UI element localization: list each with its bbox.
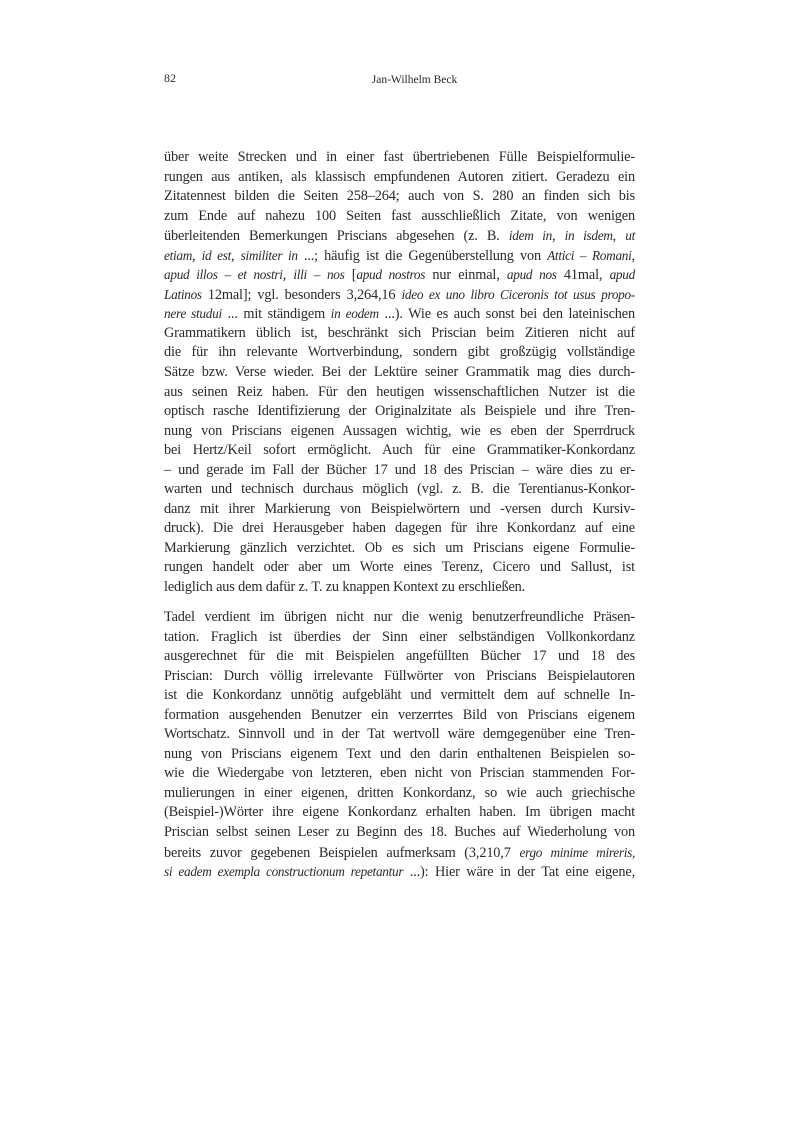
text-run: zum Ende auf nahezu 100 Seiten fast ausschließlich Zitate, von wenigen: [164, 207, 635, 224]
italic-text: apud: [609, 267, 635, 283]
text-run: optisch rasche Identifizierung der Originalzitate als Beispiele und ihre Tren-: [164, 403, 635, 420]
text-run: ...; häufig ist die Gegenüberstellung von: [297, 247, 548, 264]
text-run: Priscian selbst seinen Leser zu Beginn des 18. Buches auf Wiederholung von: [164, 824, 635, 841]
text-line: [164, 168, 635, 188]
text-line: [164, 578, 635, 598]
italic-text: ideo ex uno libro Ciceronis tot usus propo-: [401, 286, 635, 302]
text-line: [164, 608, 635, 628]
text-run: druck). Die drei Herausgeber haben dagegen für ihre Konkordanz auf eine: [164, 520, 635, 537]
paragraph-1: [164, 148, 635, 598]
text-run: Markierung gänzlich verzichtet. Ob es sich um Priscians eigene Formulie-: [164, 539, 635, 556]
italic-text: ergo minime mireris,: [519, 844, 635, 860]
italic-text: etiam: [164, 247, 193, 263]
text-line: [164, 647, 635, 667]
text-run: Zitatennest bilden die Seiten 258–264; auch von S. 280 an finden sich bis: [164, 188, 635, 205]
text-line: [164, 706, 635, 726]
text-line: [164, 187, 635, 207]
text-run: ...): Hier wäre in der Tat eine eigene,: [403, 864, 635, 881]
page-number: 82: [164, 71, 176, 85]
text-line: [164, 285, 635, 305]
text-line: [164, 226, 635, 246]
text-line: [164, 207, 635, 227]
text-line: [164, 461, 635, 481]
italic-text: apud illos – et nostri: [164, 267, 283, 283]
text-run: formation ausgehenden Benutzer ein verzerrtes Bild von Priscians eigenem: [164, 706, 635, 723]
running-head: Jan-Wilhelm Beck: [371, 74, 458, 86]
text-line: [164, 246, 635, 266]
text-line: [164, 539, 635, 559]
text-line: [164, 628, 635, 648]
text-run: Tadel verdient im übrigen nicht nur die wenig benutzerfreundliche Präsen-: [164, 609, 635, 625]
text-run: danz mit ihrer Markierung von Beispielwörtern und -versen durch Kursiv-: [164, 500, 635, 517]
text-line: [164, 686, 635, 706]
text-line: [164, 324, 635, 344]
text-line: [164, 402, 635, 422]
text-line: [164, 745, 635, 765]
text-run: tation. Fraglich ist überdies der Sinn einer selbständigen Vollkonkordanz: [164, 628, 635, 645]
italic-text: id est: [201, 247, 232, 263]
text-run: wie die Wiedergabe von letzteren, eben nicht von Priscian stammenden For-: [164, 765, 635, 782]
text-line: [164, 363, 635, 383]
text-run: ,: [612, 228, 626, 245]
text-run: – und gerade im Fall der Bücher 17 und 18 des Priscian – wäre dies zu er-: [164, 461, 635, 478]
italic-text: in eodem: [330, 306, 379, 322]
italic-text: nere studui: [164, 306, 222, 322]
text-run: Priscian: Durch völlig irrelevante Füllwörter von Priscians Beispielautoren: [164, 667, 635, 684]
text-run: bereits zuvor gegebenen Beispielen aufmerksam (3,210,7: [164, 844, 520, 861]
text-run: ausgerechnet für die mit Beispielen angefüllten Bücher 17 und 18 des: [164, 648, 635, 665]
text-run: warten und technisch durchaus möglich (vgl. z. B. die Terentianus-Konkor-: [164, 481, 635, 498]
text-run: aus seinen Reiz haben. Für den heutigen wissenschaftlichen Nutzer ist die: [164, 383, 635, 400]
paragraph-2: [164, 608, 635, 882]
italic-text: idem in: [508, 228, 553, 244]
text-line: [164, 823, 635, 843]
text-run: nung von Priscians eigenen Aussagen wichtig, wie es eben der Sperrdruck: [164, 422, 635, 439]
text-run: ,: [552, 228, 565, 245]
text-run: ,: [192, 247, 202, 264]
italic-text: similiter in: [240, 247, 298, 263]
text-run: lediglich aus dem dafür z. T. zu knappen Kontext zu erschließen.: [164, 579, 526, 596]
text-line: [164, 803, 635, 823]
text-run: Grammatikern üblich ist, beschränkt sich Priscian beim Zitieren nicht auf: [164, 324, 635, 341]
text-line: [164, 265, 635, 285]
text-run: [: [344, 267, 357, 284]
text-run: die für ihn relevante Wortverbindung, sondern gibt großzügig vollständige: [164, 344, 635, 361]
italic-text: ut: [625, 228, 635, 244]
text-run: nur einmal,: [425, 267, 507, 284]
text-line: [164, 519, 635, 539]
italic-text: si eadem exempla constructionum repetantur: [164, 864, 404, 880]
text-run: ,: [631, 247, 635, 264]
text-run: ...). Wie es auch sonst bei den lateinischen: [378, 306, 635, 323]
italic-text: Latinos: [164, 286, 202, 302]
text-run: 41mal,: [556, 267, 610, 284]
text-line: [164, 148, 635, 168]
text-run: Wortschatz. Sinnvoll und in der Tat wertvoll wäre demgegenüber eine Tren-: [164, 726, 635, 743]
text-run: rungen handelt oder aber um Worte eines Terenz, Cicero und Sallust, ist: [164, 559, 635, 576]
italic-text: apud nos: [506, 267, 557, 283]
italic-text: in isdem: [564, 228, 613, 244]
text-run: bei Hertz/Keil sofort ermöglicht. Auch für eine Grammatiker-Konkordanz: [164, 442, 635, 459]
text-line: [164, 843, 635, 863]
text-line: [164, 558, 635, 578]
text-run: überleitenden Bemerkungen Priscians abgesehen (z. B.: [164, 228, 509, 245]
text-run: ,: [231, 247, 241, 264]
text-run: ... mit ständigem: [221, 306, 331, 323]
text-run: ,: [282, 267, 294, 284]
text-run: 12mal]; vgl. besonders 3,264,16: [201, 286, 402, 303]
text-line: [164, 784, 635, 804]
text-line: [164, 480, 635, 500]
text-line: [164, 422, 635, 442]
text-run: über weite Strecken und in einer fast übertriebenen Fülle Beispielformulie-: [164, 149, 635, 165]
text-line: [164, 304, 635, 324]
text-line: [164, 500, 635, 520]
text-run: (Beispiel-)Wörter ihre eigene Konkordanz erhalten haben. Im übrigen macht: [164, 804, 635, 821]
text-line: [164, 343, 635, 363]
text-run: Sätze bzw. Verse wieder. Bei der Lektüre seiner Grammatik mag dies durch-: [164, 364, 635, 381]
text-line: [164, 764, 635, 784]
italic-text: illi – nos: [293, 267, 345, 283]
text-line: [164, 862, 635, 882]
text-run: mulierungen in einer eigenen, dritten Konkordanz, so wie auch griechische: [164, 784, 635, 801]
italic-text: Attici – Romani: [547, 247, 632, 263]
text-line: [164, 725, 635, 745]
text-line: [164, 441, 635, 461]
text-run: rungen aus antiken, als klassisch empfundenen Autoren zitiert. Geradezu ein: [164, 168, 635, 185]
text-line: [164, 383, 635, 403]
text-run: ist die Konkordanz unnötig aufgebläht und vermittelt dem auf schnelle In-: [164, 687, 635, 704]
italic-text: apud nostros: [356, 267, 426, 283]
text-line: [164, 667, 635, 687]
text-run: nung von Priscians eigenem Text und den darin enthaltenen Beispielen so-: [164, 745, 635, 762]
